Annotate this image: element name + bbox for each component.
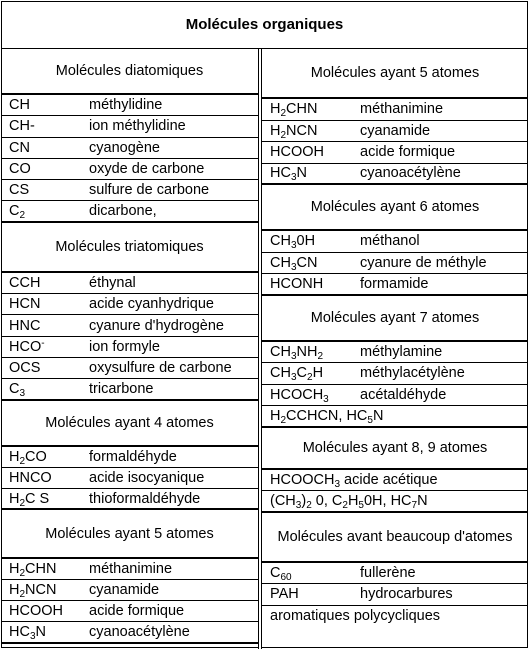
row-text: $HCOOCH_3$ acide acétique (270, 471, 438, 490)
table-row (1, 379, 258, 400)
left-column (1, 49, 258, 649)
formula-cell: CH- (9, 118, 35, 135)
section-heading: Molécules ayant 5 atomes (1, 511, 258, 559)
table-row (1, 138, 258, 159)
formula-cell: $CH_3CN$ (270, 254, 318, 273)
formula-cell: HCN (9, 296, 41, 313)
table-row (262, 363, 528, 385)
name-cell: fullerène (360, 564, 416, 581)
table-row (1, 580, 258, 601)
formula-cell: $HC_3N$ (270, 165, 307, 184)
formula-cell: $H_2NCN$ (270, 122, 318, 141)
table-row (1, 601, 258, 622)
formula-cell: HCO- (9, 337, 45, 355)
table-row (262, 164, 528, 186)
name-cell: cyanamide (360, 122, 431, 139)
formula-cell: $CH_30H$ (270, 233, 316, 252)
formula-cell: $HC_3N$ (9, 624, 46, 643)
name-cell: méthylamine (360, 343, 443, 360)
table-row (262, 231, 528, 253)
formula-cell: PAH (270, 586, 299, 603)
name-cell: méthylidine (89, 97, 163, 114)
name-cell: sulfure de carbone (89, 182, 210, 199)
name-cell: cyanamide (89, 581, 160, 598)
table-row (262, 142, 528, 164)
name-cell: hydrocarbures (360, 586, 453, 603)
row-text: $H_2CCHCN$, $HC_5N$ (270, 407, 384, 426)
name-cell: oxyde de carbone (89, 161, 205, 178)
name-cell: acétaldéhyde (360, 386, 447, 403)
table-row (1, 315, 258, 336)
table-row (1, 622, 258, 643)
formula-cell: HNCO (9, 470, 52, 487)
section-heading: Molécules avant beaucoup d'atomes (262, 513, 528, 563)
name-cell: cyanoacétylène (89, 624, 190, 641)
formula-cell: HNC (9, 317, 41, 334)
name-cell: dicarbone, (89, 203, 157, 220)
table-row (1, 159, 258, 180)
formula-cell: $C_3$ (9, 380, 26, 399)
formula-cell: $H_2CHN$ (270, 101, 318, 120)
name-cell: thioformaldéhyde (89, 490, 201, 507)
formula-cell: $C_2$ (9, 203, 26, 222)
name-cell: méthanol (360, 233, 420, 250)
table-row (1, 358, 258, 379)
section-heading: Molécules ayant 6 atomes (262, 185, 528, 231)
formula-cell: $H_2C$ S (9, 490, 50, 509)
table-row (1, 273, 258, 294)
section-heading: Molécules ayant 8, 9 atomes (262, 428, 528, 470)
right-column (262, 49, 528, 649)
name-cell: acide formique (360, 144, 456, 161)
table-row (1, 559, 258, 580)
formula-cell: $CH_3NH_2$ (270, 343, 324, 362)
name-cell: éthynal (89, 274, 136, 291)
table-row (262, 121, 528, 143)
formula-cell: $H_2NCN$ (9, 581, 57, 600)
name-cell: ion formyle (89, 338, 160, 355)
formula-cell: CH (9, 97, 30, 114)
table-row (262, 99, 528, 121)
name-cell: cyanoacétylène (360, 165, 461, 182)
page-title: Molécules organiques (1, 1, 528, 49)
name-cell: cyanure d'hydrogène (89, 317, 224, 334)
table-row (262, 606, 528, 628)
formula-cell: CCH (9, 274, 41, 291)
formula-cell: $HCOCH_3$ (270, 386, 329, 405)
table-row (1, 337, 258, 358)
formula-cell: OCS (9, 360, 41, 377)
table-row (262, 274, 528, 296)
section-heading: Molécules ayant 7 atomes (262, 296, 528, 342)
table-row (262, 406, 528, 428)
name-cell: acide isocyanique (89, 470, 205, 487)
table-row (262, 584, 528, 606)
formula-cell: CS (9, 182, 30, 199)
table-row (1, 116, 258, 137)
name-cell: acide cyanhydrique (89, 296, 214, 313)
formula-cell: $C_{60}$ (270, 564, 292, 583)
name-cell: méthylacétylène (360, 365, 465, 382)
table-row (262, 385, 528, 407)
name-cell: cyanure de méthyle (360, 254, 487, 271)
table-row (262, 342, 528, 364)
formula-cell: HCONH (270, 275, 324, 292)
row-text: aromatiques polycycliques (270, 608, 441, 625)
table-row (1, 468, 258, 489)
name-cell: méthanimine (89, 560, 173, 577)
name-cell: acide formique (89, 603, 185, 620)
table-row (1, 202, 258, 223)
name-cell: méthanimine (360, 101, 444, 118)
name-cell: formaldéhyde (89, 448, 177, 465)
section-heading: Molécules ayant 5 atomes (262, 49, 528, 99)
formula-cell: $H_2CO$ (9, 448, 47, 467)
section-heading: Molécules triatomiques (1, 223, 258, 273)
table-row (262, 253, 528, 275)
section-heading: Molécules diatomiques (1, 49, 258, 95)
section-heading: Molécules ayant 4 atomes (1, 401, 258, 447)
table-row (1, 95, 258, 116)
formula-cell: $H_2CHN$ (9, 560, 57, 579)
table-row (1, 447, 258, 468)
table-row (262, 470, 528, 492)
table-row (262, 563, 528, 585)
formula-cell: CN (9, 139, 30, 156)
row-text: $(CH_3)_2$ 0, $C_2H_50H$, $HC_7N$ (270, 492, 428, 511)
formula-cell: HCOOH (270, 144, 324, 161)
table-row (1, 180, 258, 201)
name-cell: ion méthylidine (89, 118, 186, 135)
formula-cell: CO (9, 161, 31, 178)
name-cell: oxysulfure de carbone (89, 360, 232, 377)
table-row (262, 491, 528, 513)
name-cell: cyanogène (89, 139, 160, 156)
table-row (1, 489, 258, 510)
formula-cell: $CH_3C_2H$ (270, 365, 324, 384)
table-row (1, 294, 258, 315)
name-cell: formamide (360, 275, 429, 292)
name-cell: tricarbone (89, 380, 154, 397)
formula-cell: HCOOH (9, 603, 63, 620)
